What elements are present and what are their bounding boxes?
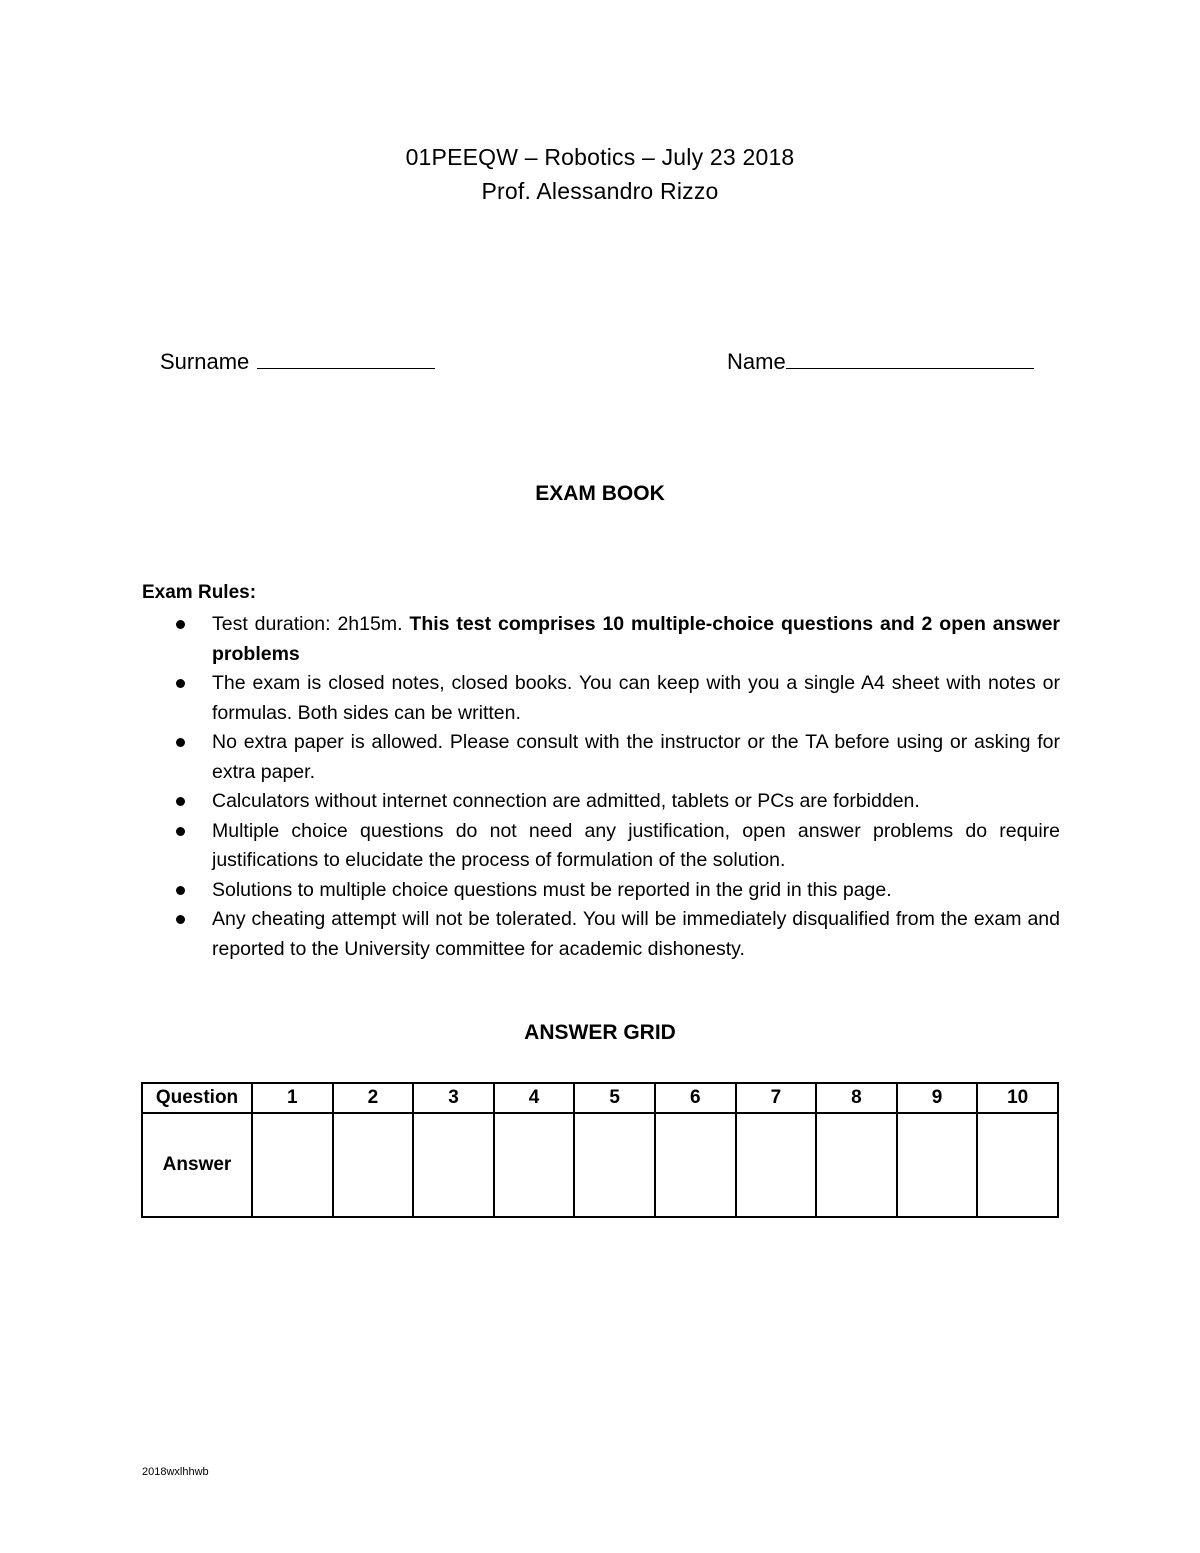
- question-number-cell: 6: [655, 1083, 736, 1113]
- rule-item: [142, 610, 1060, 669]
- professor-name: Prof. Alessandro Rizzo: [481, 178, 719, 204]
- rule-item: [142, 817, 1060, 876]
- surname-blank: [257, 346, 435, 369]
- name-label: Name: [727, 349, 786, 374]
- answer-row: [142, 1113, 1058, 1217]
- rule-text-bold: This test comprises 10 multiple-choice questions and 2 open answer problems: [212, 613, 1060, 665]
- bullet-icon: [176, 915, 185, 924]
- bullet-icon: [176, 827, 185, 836]
- rule-text: The exam is closed notes, closed books. You can keep with you a single A4 sheet with notes or formulas. Both sides can be written.: [212, 672, 1060, 724]
- rule-text: Calculators without internet connection are admitted, tablets or PCs are forbidden.: [212, 790, 920, 812]
- question-number-cell: 2: [333, 1083, 414, 1113]
- name-field: [727, 346, 1034, 375]
- rule-item: [142, 876, 1060, 906]
- rule-text: Test duration: 2h15m.: [212, 613, 410, 635]
- question-number-cell: 9: [897, 1083, 978, 1113]
- exam-book-heading: EXAM BOOK: [535, 482, 665, 505]
- question-row: [142, 1083, 1058, 1113]
- question-number-cell: 1: [252, 1083, 333, 1113]
- rule-text: Any cheating attempt will not be tolerated. You will be immediately disqualified from the exam and reported to the University committee for academic dishonesty.: [212, 908, 1060, 960]
- surname-field: [160, 346, 435, 375]
- exam-rules-list: [142, 610, 1060, 964]
- answer-cell: [413, 1113, 494, 1217]
- answer-cell: [816, 1113, 897, 1217]
- rule-text: No extra paper is allowed. Please consult with the instructor or the TA before using or asking for extra paper.: [212, 731, 1060, 783]
- answer-cell: [333, 1113, 414, 1217]
- answer-cell: [574, 1113, 655, 1217]
- bullet-icon: [176, 620, 185, 629]
- question-number-cell: 8: [816, 1083, 897, 1113]
- bullet-icon: [176, 738, 185, 747]
- footer-code: 2018wxlhhwb: [142, 1466, 209, 1478]
- rule-item: [142, 905, 1060, 964]
- surname-label: Surname: [160, 349, 250, 374]
- question-number-cell: 5: [574, 1083, 655, 1113]
- bullet-icon: [176, 886, 185, 895]
- answer-cell: [655, 1113, 736, 1217]
- question-header-cell: Question: [142, 1083, 252, 1113]
- question-number-cell: 10: [977, 1083, 1058, 1113]
- course-title: 01PEEQW – Robotics – July 23 2018: [405, 144, 795, 170]
- rule-item: [142, 787, 1060, 817]
- bullet-icon: [176, 679, 185, 688]
- answer-cell: [736, 1113, 817, 1217]
- answer-cell: [897, 1113, 978, 1217]
- answer-cell: [494, 1113, 575, 1217]
- answer-grid-table: [141, 1082, 1059, 1218]
- rule-text: Multiple choice questions do not need any justification, open answer problems do require justifications to elucidate the process of formulation of the solution.: [212, 819, 1060, 871]
- answer-grid-heading: ANSWER GRID: [524, 1021, 676, 1044]
- rule-text: Solutions to multiple choice questions must be reported in the grid in this page.: [212, 878, 892, 901]
- answer-cell: [252, 1113, 333, 1217]
- rule-item: [142, 728, 1060, 787]
- question-number-cell: 7: [736, 1083, 817, 1113]
- question-number-cell: 3: [413, 1083, 494, 1113]
- name-blank: [786, 346, 1034, 369]
- answer-header-cell: Answer: [142, 1113, 252, 1217]
- bullet-icon: [176, 797, 185, 806]
- question-number-cell: 4: [494, 1083, 575, 1113]
- answer-cell: [977, 1113, 1058, 1217]
- rule-item: [142, 669, 1060, 728]
- exam-rules-title: Exam Rules:: [142, 582, 257, 603]
